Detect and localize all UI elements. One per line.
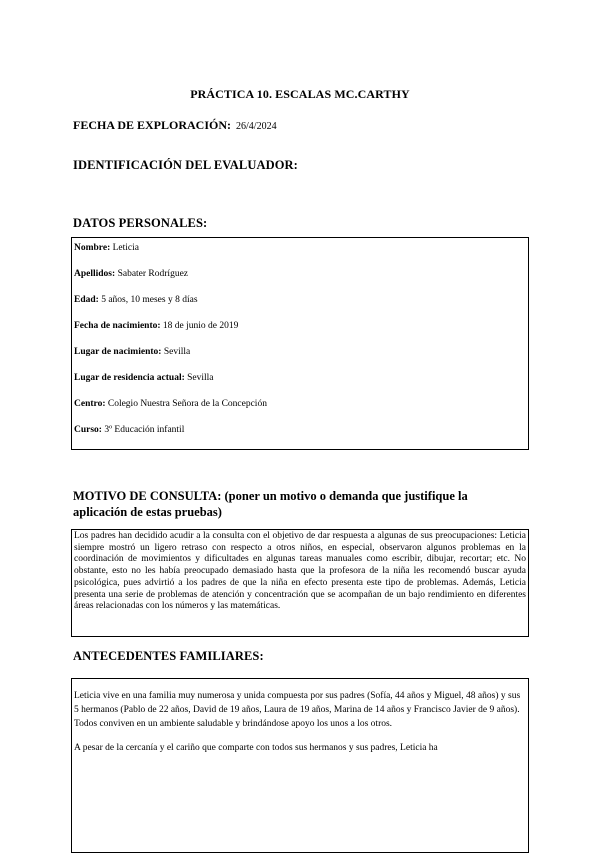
row-value: 3º Educación infantil — [104, 425, 185, 435]
row-value: Sabater Rodríguez — [117, 269, 188, 279]
row-value: 18 de junio de 2019 — [162, 321, 239, 331]
exploration-date-label: FECHA DE EXPLORACIÓN: — [73, 118, 232, 132]
personal-data-heading: DATOS PERSONALES: — [73, 216, 208, 230]
row-label: Edad: — [74, 295, 99, 305]
family-paragraph-1: Leticia vive en una familia muy numerosa y unida compuesta por sus padres (Sofía, 44 años y Miguel, 48 años) y sus 5 hermanos (Pablo de 22 años, David de 19 años, Laura de 19 años, Marina de 14 años y Francisco Javier de 9 años). Todos conviven en un ambiente saludable y brindándose apoyo los unos a los otros. — [74, 691, 521, 729]
exploration-date — [73, 118, 277, 133]
personal-data-box — [71, 237, 529, 450]
motivo-text-box — [71, 529, 529, 637]
personal-row-name — [74, 243, 139, 253]
row-value: Colegio Nuestra Señora de la Concepción — [107, 399, 267, 409]
personal-row-age — [74, 295, 198, 305]
motivo-heading: MOTIVO DE CONSULTA: (poner un motivo o demanda que justifique la aplicación de estas pruebas) — [73, 489, 468, 519]
family-background-box — [71, 678, 529, 853]
personal-row-birthplace — [74, 347, 190, 357]
row-label: Apellidos: — [74, 269, 116, 279]
row-label: Fecha de nacimiento: — [74, 321, 161, 331]
exploration-date-value: 26/4/2024 — [236, 121, 277, 132]
personal-row-surname — [74, 269, 188, 279]
row-value: Leticia — [112, 243, 139, 253]
personal-row-school — [74, 399, 267, 409]
row-label: Nombre: — [74, 243, 111, 253]
family-background-heading: ANTECEDENTES FAMILIARES: — [73, 649, 264, 663]
row-value: Sevilla — [163, 347, 191, 357]
row-label: Centro: — [74, 399, 106, 409]
personal-row-grade — [74, 425, 184, 435]
row-value: Sevilla — [187, 373, 214, 383]
row-label: Curso: — [74, 425, 102, 435]
motivo-text: Los padres han decidido acudir a la consulta con el objetivo de dar respuesta a algunas de sus preocupaciones: Leticia siempre mostró un ligero retraso con respecto a otros niños, en especial, observaron algunos problemas en la coordinación de movimientos y dificultades en algunas tareas manuales como escribir, dibujar, recortar; etc. No obstante, esto no les había preocupado demasiado hasta que la profesora de la niña les recomendó buscar ayuda psicológica, pues advirtió a los padres de que la niña en efecto presenta este tipo de problemas. Además, Leticia presenta una serie de problemas de atención y concentración que se acompañan de un bajo rendimiento en diferentes áreas relacionadas con los números y las matemáticas. — [74, 531, 526, 612]
family-paragraph-2: A pesar de la cercanía y el cariño que comparte con todos sus hermanos y sus padres, Leticia ha — [74, 743, 438, 753]
row-value: 5 años, 10 meses y 8 días — [101, 295, 198, 305]
row-label: Lugar de nacimiento: — [74, 347, 162, 357]
personal-row-residence — [74, 373, 214, 383]
personal-row-birthdate — [74, 321, 238, 331]
row-label: Lugar de residencia actual: — [74, 373, 185, 383]
document-title: PRÁCTICA 10. ESCALAS MC.CARTHY — [190, 87, 410, 101]
evaluator-heading: IDENTIFICACIÓN DEL EVALUADOR: — [73, 158, 298, 172]
